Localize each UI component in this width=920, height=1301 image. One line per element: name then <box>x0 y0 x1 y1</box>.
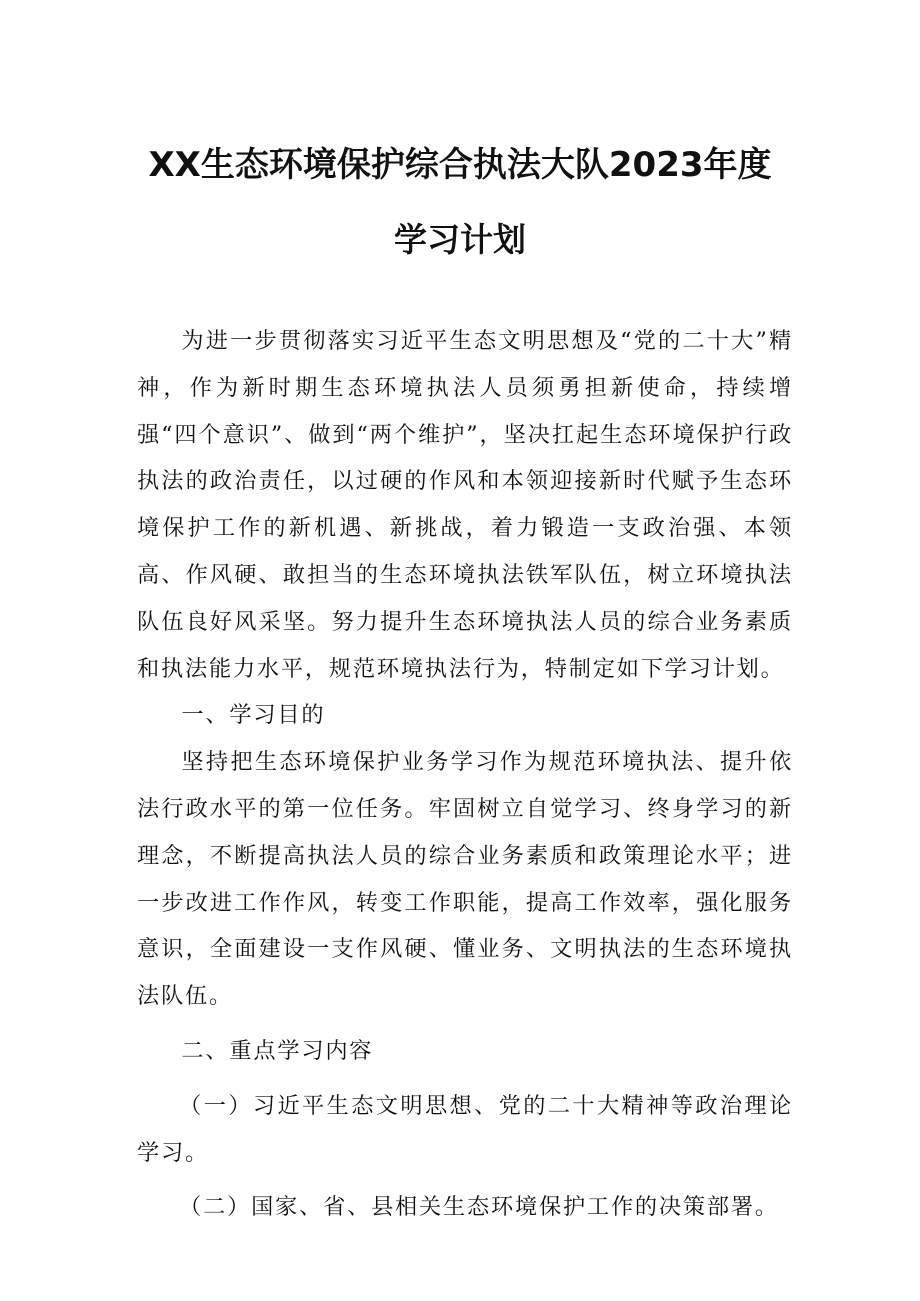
section-heading-purpose: 一、学习目的 <box>181 702 326 729</box>
content-item-2: （二）国家、省、县相关生态环境保护工作的决策部署。 <box>179 1194 779 1221</box>
document-body <box>137 318 793 1231</box>
document-title-line-2: 学习计划 <box>394 220 526 259</box>
document-title-line-1: XX生态环境保护综合执法大队2023年度 <box>148 145 772 185</box>
section-heading-content: 二、重点学习内容 <box>181 1037 374 1064</box>
purpose-paragraph: 坚持把生态环境保护业务学习作为规范环境执法、提升依法行政水平的第一位任务。牢固树立自觉学习、终身学习的新理念，不断提高执法人员的综合业务素质和政策理论水平；进一步改进工作作风，转变工作职能，提高工作效率，强化服务意识，全面建设一支作风硬、懂业务、文明执法的生态环境执法队伍。 <box>137 749 793 1010</box>
content-item-1: （一）习近平生态文明思想、党的二十大精神等政治理论学习。 <box>137 1092 793 1166</box>
intro-paragraph: 为进一步贯彻落实习近平生态文明思想及“党的二十大”精神，作为新时期生态环境执法人员须勇担新使命，持续增强“四个意识”、做到“两个维护”，坚决扛起生态环境保护行政执法的政治责任，以过硬的作风和本领迎接新时代赋予生态环境保护工作的新机遇、新挑战，着力锻造一支政治强、本领高、作风硬、敢担当的生态环境执法铁军队伍，树立环境执法队伍良好风采坚。努力提升生态环境执法人员的综合业务素质和执法能力水平，规范环境执法行为，特制定如下学习计划。 <box>137 328 793 682</box>
